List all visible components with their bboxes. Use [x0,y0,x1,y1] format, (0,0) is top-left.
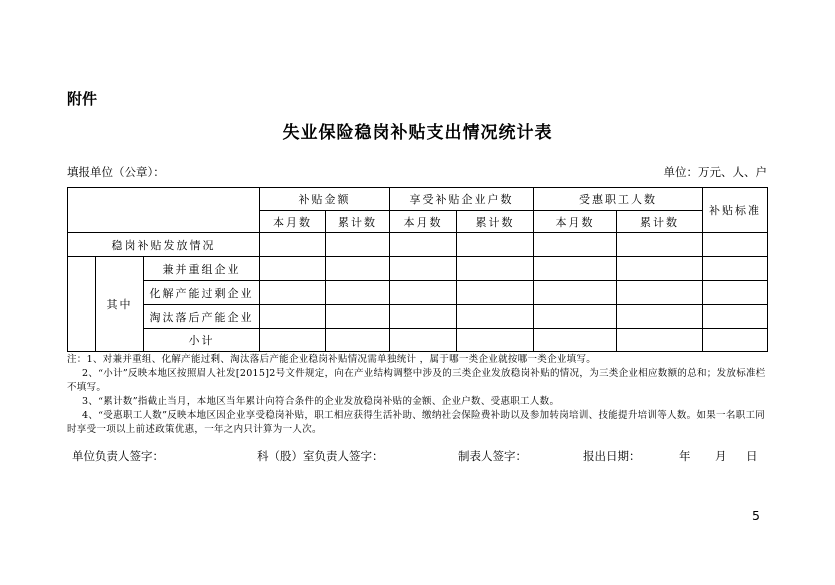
note-line-1 [67,353,773,367]
among-which-label: 其中 [96,257,144,352]
data-cell [703,233,768,257]
measure-unit-label: 单位：万元、人、户 [663,165,767,179]
row-label-merged-enterprises: 兼并重组企业 [144,257,260,281]
data-cell [260,305,326,329]
statistics-table [67,187,768,352]
subheader-cumulative: 累计数 [457,211,534,233]
fill-unit-label: 填报单位（公章）： [67,165,165,179]
col-group-employee-count: 受惠职工人数 [534,188,703,211]
spacer-cell [68,257,96,352]
subheader-month: 本月数 [260,211,326,233]
signature-row [0,448,835,464]
data-cell [703,257,768,281]
data-cell [703,305,768,329]
data-cell [390,329,457,352]
data-cell [326,257,390,281]
data-cell [617,233,703,257]
data-cell [260,257,326,281]
col-group-enterprise-count: 享受补贴企业户数 [390,188,534,211]
data-cell [534,257,617,281]
col-subsidy-standard: 补贴标准 [703,188,768,233]
subheader-cumulative: 累计数 [326,211,390,233]
data-cell [260,281,326,305]
row-label-overcapacity-enterprises: 化解产能过剩企业 [144,281,260,305]
unit-head-signature-label: 单位负责人签字： [72,449,164,463]
data-cell [326,233,390,257]
data-cell [457,233,534,257]
subheader-month: 本月数 [390,211,457,233]
col-group-subsidy-amount: 补贴金额 [260,188,390,211]
preparer-signature-label: 制表人签字： [458,449,527,463]
data-cell [457,281,534,305]
data-cell [457,329,534,352]
data-cell [457,257,534,281]
page-number: 5 [752,508,760,523]
data-cell [260,233,326,257]
data-cell [534,305,617,329]
data-cell [326,329,390,352]
data-cell [534,281,617,305]
data-cell [390,281,457,305]
notes-prefix: 注： [67,354,87,365]
notes-block [67,353,773,437]
data-cell [457,305,534,329]
data-cell [534,329,617,352]
section-head-signature-label: 科（股）室负责人签字： [257,449,384,463]
data-cell [260,329,326,352]
data-cell [326,281,390,305]
row-label-obsolete-capacity-enterprises: 淘汰落后产能企业 [144,305,260,329]
subheader-month: 本月数 [534,211,617,233]
data-cell [617,305,703,329]
attachment-label: 附件 [67,90,98,108]
data-cell [390,305,457,329]
data-cell [390,257,457,281]
note-item-1: 1、对兼并重组、化解产能过剩、淘汰落后产能企业稳岗补贴情况需单独统计 ，属于哪一类企业就按哪一类企业填写。 [86,354,597,365]
unit-row [67,164,767,180]
note-item-4: 4、“受惠职工人数”反映本地区因企业享受稳岗补贴，职工相应获得生活补助、缴纳社会保险费补助以及参加转岗培训、技能提升培训等人数。如果一名职工同时享受一项以上前述政策优惠，一年之内只计算为一人次。 [67,410,766,435]
data-cell [326,305,390,329]
data-cell [390,233,457,257]
note-item-2: 2、“小计”反映本地区按照眉人社发[2015]2号文件规定，向在产业结构调整中涉及的三类企业发放稳岗补贴的情况，为三类企业相应数额的总和；发放标准栏不填写。 [67,368,766,393]
year-label: 年 [679,449,691,463]
day-label: 日 [746,449,758,463]
month-label: 月 [715,449,727,463]
note-item-3: 3、“累计数”指截止当月，本地区当年累计向符合条件的企业发放稳岗补贴的金额、企业户数、受惠职工人数。 [82,396,560,407]
report-date-label: 报出日期： [583,449,641,463]
row-label-subtotal: 小计 [144,329,260,352]
data-cell [617,257,703,281]
subheader-cumulative: 累计数 [617,211,703,233]
data-cell [703,329,768,352]
data-cell [534,233,617,257]
data-cell [617,281,703,305]
row-label-overall: 稳岗补贴发放情况 [68,233,260,257]
data-cell [703,281,768,305]
corner-cell [68,188,260,233]
data-cell [617,329,703,352]
page-title: 失业保险稳岗补贴支出情况统计表 [282,123,553,143]
